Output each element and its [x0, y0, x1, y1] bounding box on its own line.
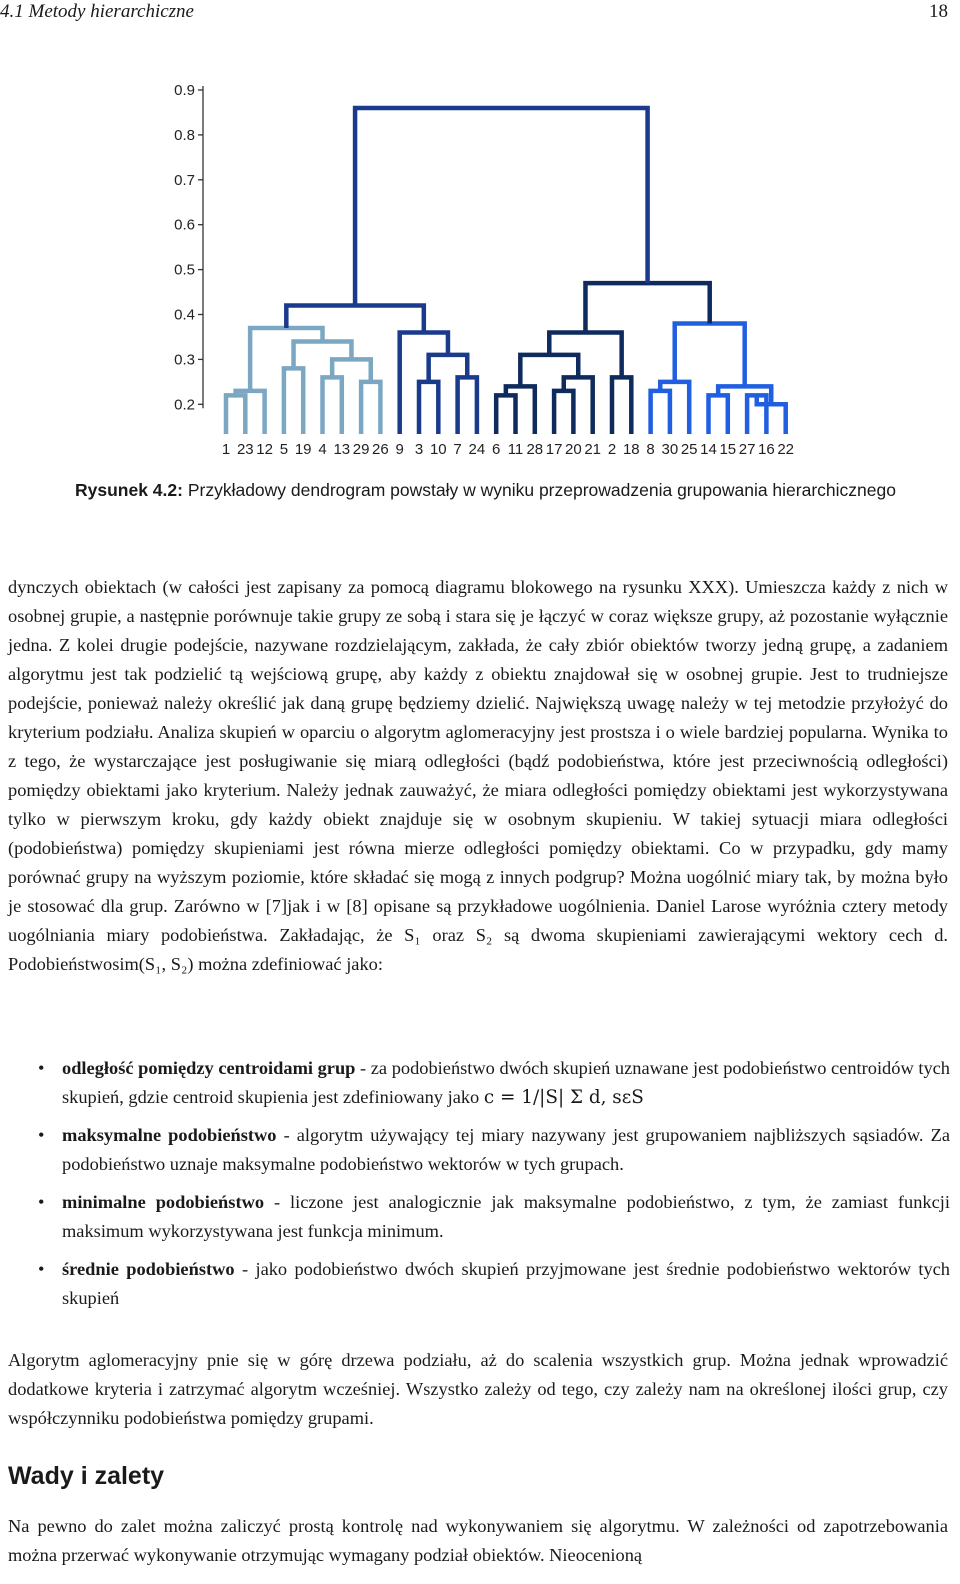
- list-text: - jako podobieństwo dwóch skupień przyjmowane jest średnie podobieństwo wektorów tych skupień: [62, 1259, 951, 1308]
- leaf-label: 27: [738, 441, 756, 458]
- leaf-label: 19: [294, 441, 312, 458]
- dendrogram-link: [651, 391, 670, 434]
- list-text: - za podobieństwo dwóch skupień uznawane jest podobieństwo centroidów tych skupień, gdzie centroid skupienia jest zdefiniowany jako: [62, 1058, 950, 1107]
- leaf-label: 14: [700, 441, 717, 458]
- leaf-label: 23: [236, 441, 254, 458]
- y-tick-label: 0.6: [174, 216, 195, 234]
- list-term: odległość pomiędzy centroidami grup: [62, 1058, 356, 1078]
- leaf-label: 6: [492, 441, 501, 458]
- leaf-label: 16: [758, 441, 775, 458]
- leaf-label: 15: [719, 441, 737, 458]
- paragraph-2: Algorytm aglomeracyjny pnie się w górę drzewa podziału, aż do scalenia wszystkich grup. Można jednak wprowadzić dodatkowe kryteria i zatrzymać algorytm wcześniej. Wszystko zależy od tego, czy zależy nam na określonej ilości grup, czy współczynniku podobieństwa pomiędzy grupami.: [8, 1350, 948, 1428]
- leaf-label: 29: [352, 441, 370, 458]
- section-heading: Wady i zalety: [8, 1462, 165, 1490]
- dendrogram-link: [564, 377, 593, 434]
- centroid-formula: c = 1/|S| Σ d, sεS: [483, 1087, 644, 1108]
- list-item: [8, 1054, 950, 1112]
- bullet: •: [38, 1259, 45, 1279]
- list-term: minimalne podobieństwo: [62, 1192, 265, 1212]
- dendrogram-link: [250, 328, 322, 391]
- list-term: maksymalne podobieństwo: [62, 1125, 277, 1145]
- list-term: średnie podobieństwo: [62, 1259, 235, 1279]
- leaf-label: 25: [680, 441, 698, 458]
- leaf-label: 9: [395, 441, 404, 458]
- list-item: [8, 1188, 950, 1246]
- y-tick-label: 0.2: [174, 396, 195, 414]
- y-tick-label: 0.3: [174, 351, 195, 369]
- section-title: 4.1 Metody hierarchiczne: [0, 1, 194, 22]
- leaf-label: 10: [429, 441, 447, 458]
- paragraph-1: dynczych obiektach (w całości jest zapisany za pomocą diagramu blokowego na rysunku XXX). Umieszcza każdy z nich w osobnej grupie, a następnie porównuje takie grupy ze sobą i stara się je łączyć w coraz większe grupy, aż pozostanie wyłącznie jedna. Z kolei drugie podejście, nazywane rozdzielającym, zakłada, że cały zbiór obiektów tworzy jedną grupę, a zadaniem algorytmu jest tak podzielić tą wejściową grupę, aby każdy z obiektu znajdował się w osobnej grupie. Jest to trudniejsze podejście, ponieważ należy określić jak daną grupę będziemy dzielić. Największą uwagę należy w tej metodzie przyłożyć do kryterium podziału. Analiza skupień w oparciu o algorytm aglomeracyjny jest prostsza i o wiele bardziej popularna. Wynika to z tego, że wystarczające jest posługiwanie się miarą odległości (bądź podobieństwa, które jest przeciwnością odległości) pomiędzy obiektami jako kryterium. Należy jednak zauważyć, że miara odległości pomiędzy obiektami jest wykorzystywana tylko w pierwszym kroku, gdy każdy obiekt znajduje się w osobnym skupieniu. W takiej sytuacji miara odległości (podobieństwa) pomiędzy skupieniami jest równa mierze odległości pomiędzy obiektami. Co w przypadku, gdy mamy porównać grupy na wyższym poziomie, które składać się mogą z innych podgrup? Można uogólnić miary tak, by można było je stosować dla grup. Zarówno w [7]jak i w [8] opisane są przykładowe uogólnienia. Daniel Larose wyróżnia cztery metody uogólniania miary podobieństwa. Zakładając, że S₁ oraz S₂ są dwoma skupieniami zawierającymi wektory cech d. Podobieństwosim(S₁, S₂) można zdefiniować jako:: [8, 577, 948, 974]
- paragraph-3: Na pewno do zalet można zaliczyć prostą kontrolę nad wykonywaniem się algorytmu. W zależności od zapotrzebowania można przerwać wykonywanie otrzymując wymagany podział obiektów. Nieocenioną: [8, 1516, 948, 1565]
- y-tick-label: 0.5: [174, 261, 195, 279]
- dendrogram-link: [361, 382, 380, 434]
- dendrogram-link: [612, 377, 631, 434]
- bullet: •: [38, 1125, 45, 1145]
- leaf-label: 22: [777, 441, 795, 458]
- list-item: [8, 1255, 950, 1313]
- dendrogram-link: [226, 395, 245, 434]
- bullet: •: [38, 1192, 45, 1212]
- dendrogram-chart: [0, 60, 960, 460]
- similarity-list: [8, 1054, 950, 1322]
- leaf-label: 8: [646, 441, 655, 458]
- leaf-label: 5: [279, 441, 289, 458]
- dendrogram-link: [284, 368, 303, 434]
- dendrogram-link: [675, 323, 745, 386]
- dendrogram-link: [323, 377, 342, 434]
- dendrogram-links: [226, 108, 786, 434]
- leaf-label: 1: [221, 441, 231, 458]
- leaf-label: 11: [507, 441, 524, 458]
- figure-caption: [75, 478, 935, 502]
- list-text: - algorytm używający tej miary nazywany jest grupowaniem najbliższych sąsiadów. Za podobieństwo uznaje maksymalne podobieństwo wektorów w tych grupach.: [62, 1125, 950, 1174]
- leaf-label: 18: [622, 441, 640, 458]
- leaf-label: 24: [468, 441, 486, 458]
- running-header: [0, 0, 960, 26]
- y-tick-label: 0.9: [174, 82, 195, 99]
- leaf-label: 20: [565, 441, 582, 458]
- dendrogram-link: [520, 355, 578, 386]
- bullet: •: [38, 1058, 45, 1078]
- dendrogram-link: [554, 391, 573, 434]
- leaf-labels: [222, 441, 794, 458]
- dendrogram-link: [458, 377, 477, 434]
- dendrogram-link: [355, 108, 648, 306]
- leaf-label: 13: [333, 441, 351, 458]
- y-axis: [174, 82, 203, 413]
- dendrogram-link: [294, 341, 352, 368]
- page-number: 18: [929, 1, 948, 22]
- leaf-label: 28: [526, 441, 544, 458]
- leaf-label: 3: [414, 441, 424, 458]
- leaf-label: 26: [372, 441, 389, 458]
- leaf-label: 12: [256, 441, 273, 458]
- dendrogram-link: [709, 395, 728, 434]
- y-tick-label: 0.4: [174, 306, 195, 324]
- leaf-label: 4: [318, 441, 327, 458]
- leaf-label: 30: [661, 441, 679, 458]
- dendrogram-link: [496, 395, 515, 434]
- caption-text: Przykładowy dendrogram powstały w wyniku przeprowadzenia grupowania hierarchicznego: [182, 480, 896, 500]
- leaf-label: 17: [545, 441, 563, 458]
- leaf-label: 2: [607, 441, 617, 458]
- dendrogram-link: [419, 382, 438, 434]
- leaf-label: 7: [453, 441, 462, 458]
- y-tick-label: 0.8: [174, 126, 195, 144]
- list-text: - liczone jest analogicznie jak maksymalne podobieństwo, z tym, że zamiast funkcji maksimum wykorzystywana jest funkcja minimum.: [62, 1192, 950, 1241]
- y-tick-label: 0.7: [174, 171, 195, 189]
- caption-label: Rysunek 4.2:: [75, 480, 183, 500]
- leaf-label: 21: [584, 441, 602, 458]
- list-item: [8, 1121, 950, 1179]
